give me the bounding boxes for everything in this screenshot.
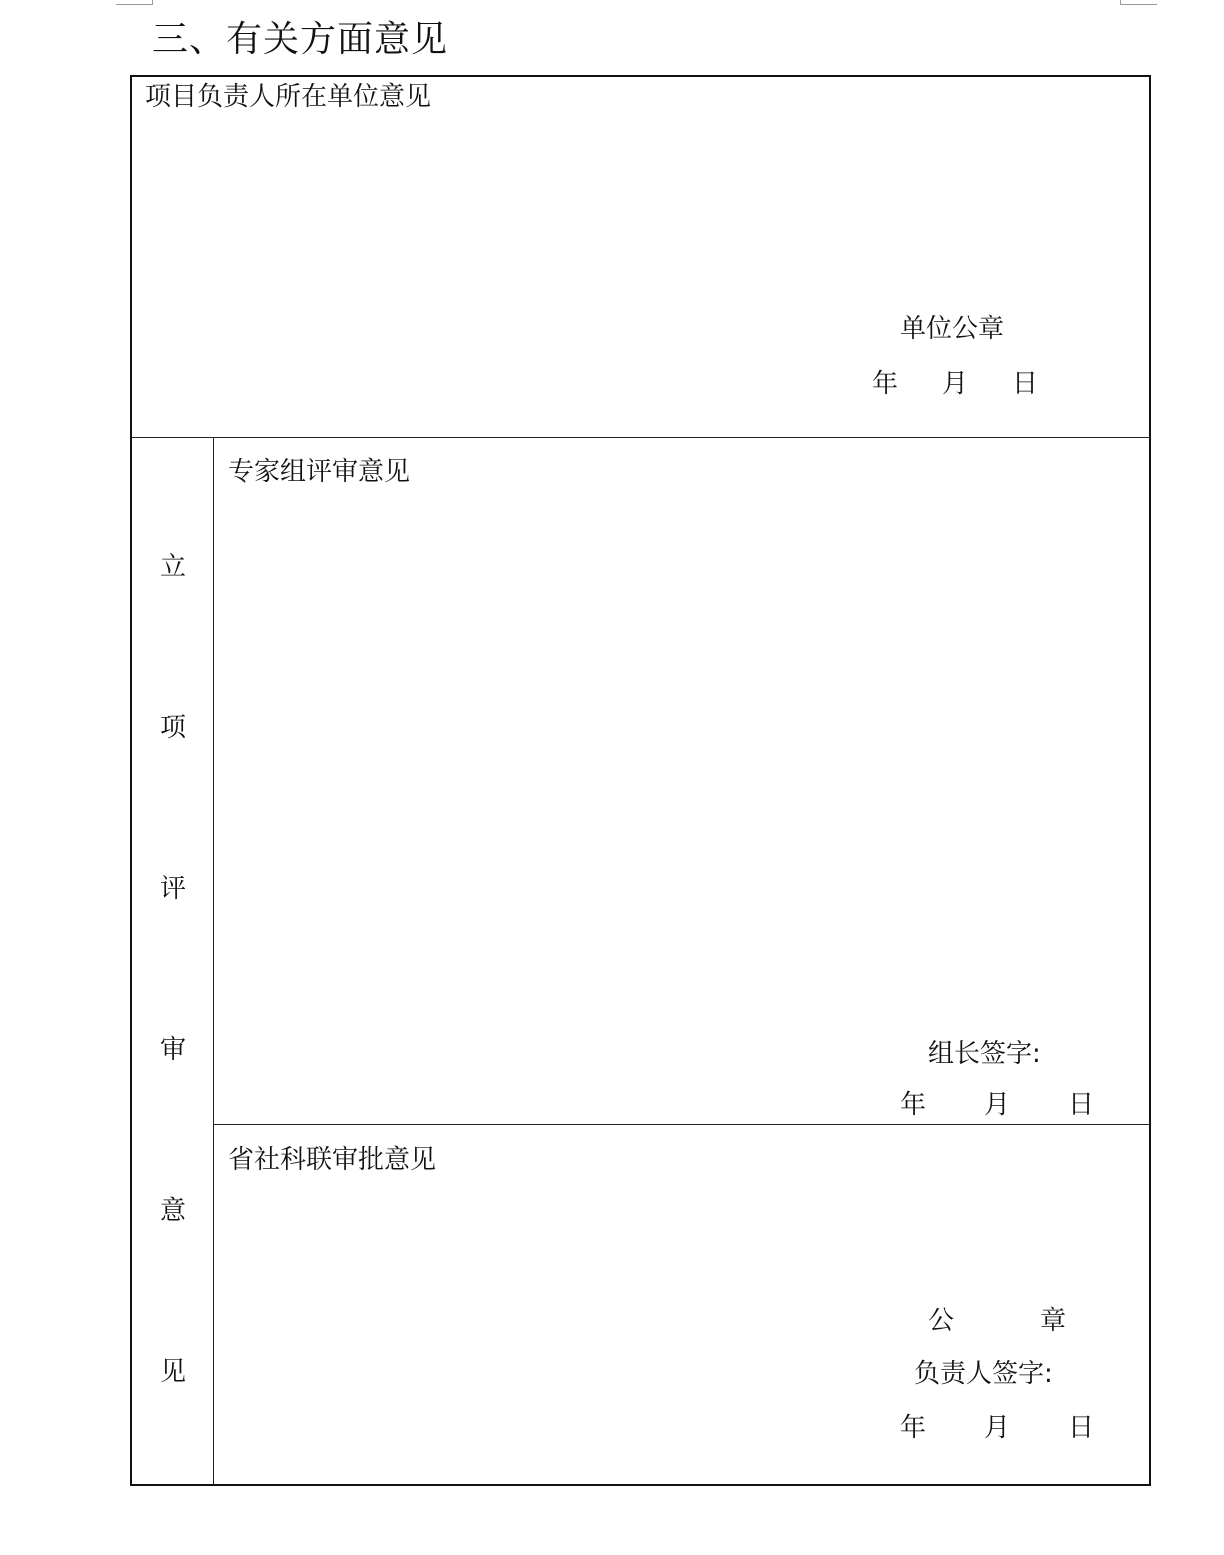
side-label-char: 审 [159,1035,186,1065]
section-title: 三、有关方面意见 [152,19,449,60]
unit-date-year: 年 [872,369,899,399]
provincial-signature-label: 负责人签字: [914,1359,1053,1389]
side-label-char: 项 [159,713,186,743]
side-label-char: 见 [159,1357,186,1387]
provincial-date-month: 月 [984,1413,1011,1443]
provincial-seal-gong: 公 [928,1306,955,1336]
side-label-char: 评 [159,874,186,904]
provincial-date-year: 年 [900,1413,927,1443]
page-corner-mark-right [1120,0,1157,5]
unit-seal-label: 单位公章 [900,314,1005,344]
expert-date-month: 月 [984,1090,1011,1120]
unit-date-day: 日 [1012,369,1039,399]
divider-expert-section [214,1124,1149,1125]
unit-date-month: 月 [942,369,969,399]
expert-date-year: 年 [900,1090,927,1120]
divider-side-column [213,437,214,1484]
provincial-date-day: 日 [1068,1413,1095,1443]
expert-date-day: 日 [1068,1090,1095,1120]
provincial-seal-zhang: 章 [1040,1306,1067,1336]
expert-review-heading: 专家组评审意见 [228,457,411,487]
expert-leader-signature-label: 组长签字: [928,1039,1041,1069]
page-corner-mark-left [116,0,153,5]
provincial-approval-heading: 省社科联审批意见 [228,1145,437,1175]
opinion-form-table [130,75,1151,1486]
side-label-char: 意 [159,1196,186,1226]
divider-unit-section [131,437,1149,438]
unit-opinion-heading: 项目负责人所在单位意见 [145,82,432,112]
side-label-char: 立 [159,552,186,582]
